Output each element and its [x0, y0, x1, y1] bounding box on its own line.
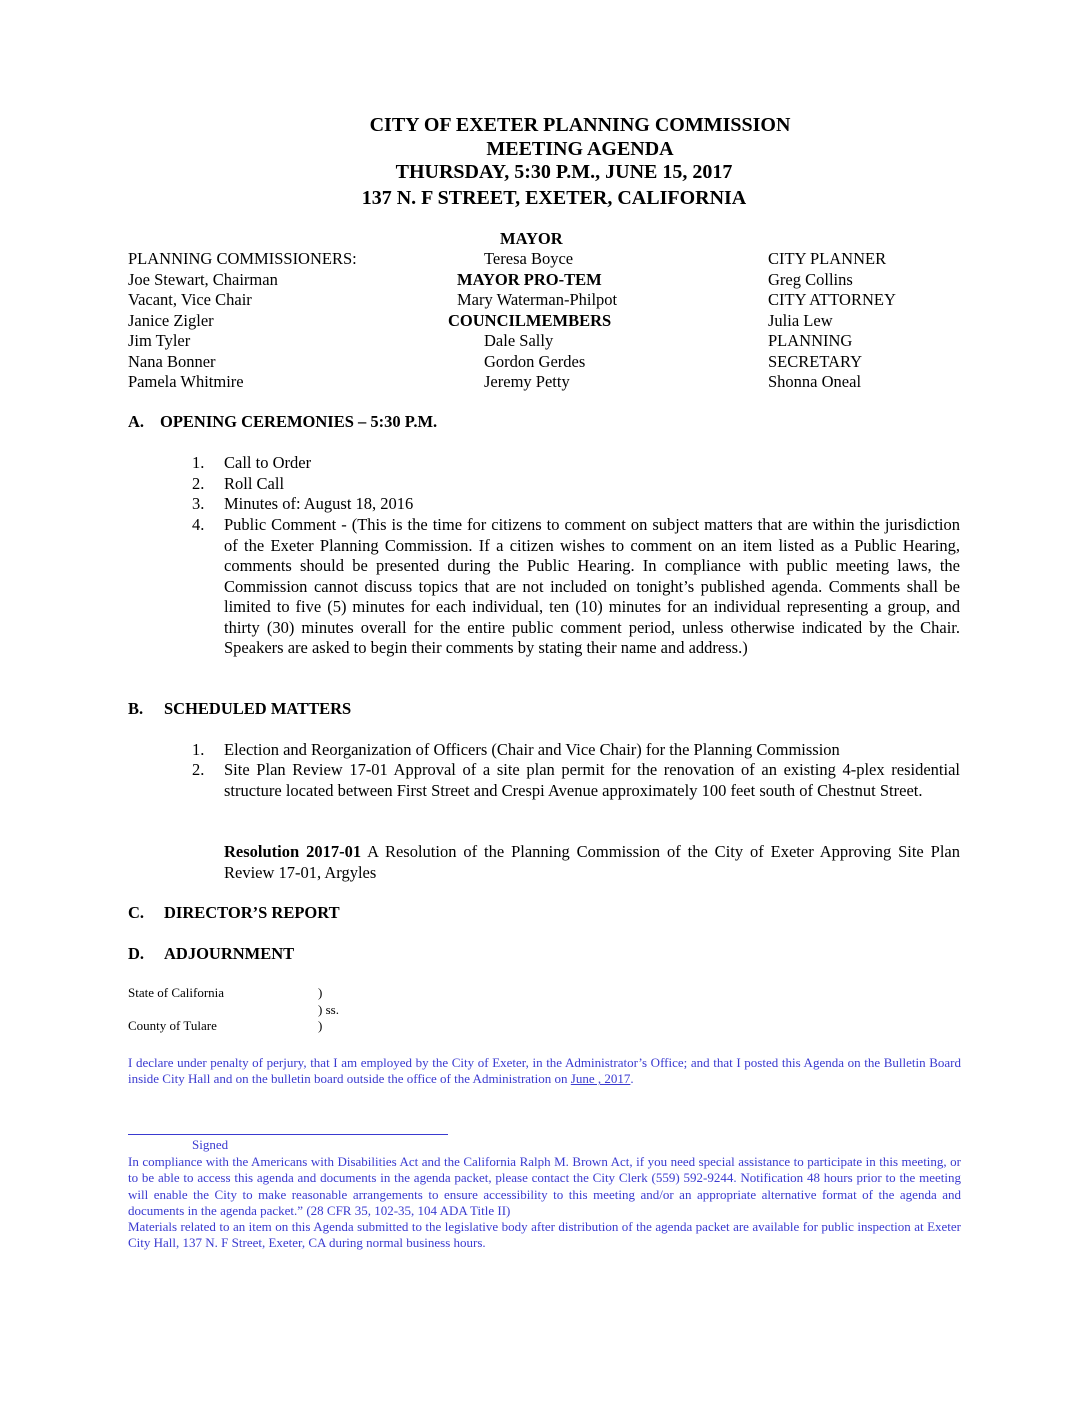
item-number: 3.: [192, 494, 205, 513]
commissioner-name: Pamela Whitmire: [128, 372, 244, 391]
agenda-title-line-3: THURSDAY, 5:30 P.M., JUNE 15, 2017: [395, 161, 733, 183]
agenda-title-line-1: CITY OF EXETER PLANNING COMMISSION: [369, 114, 791, 136]
resolution-text: A Resolution of the Planning Commission of the City of Exeter Approving Site Plan Review 17-01, Argyles: [224, 842, 960, 882]
item-number: 1.: [192, 740, 205, 759]
site-plan-review-paragraph: Site Plan Review 17-01 Approval of a site plan permit for the renovation of an existing 4-plex residential structure located between First Street and Crespi Avenue approximately 100 feet south of Chestnut Street.: [224, 760, 960, 800]
signed-label: Signed: [192, 1137, 229, 1152]
section-d-letter: D.: [128, 944, 145, 963]
section-b-title: SCHEDULED MATTERS: [164, 699, 352, 718]
item-number: 2.: [192, 760, 205, 779]
resolution-label: Resolution 2017-01: [224, 842, 362, 861]
section-d-title: ADJOURNMENT: [164, 944, 295, 963]
section-c-title: DIRECTOR’S REPORT: [164, 903, 340, 922]
public-comment-paragraph: Public Comment - (This is the time for citizens to comment on subject matters that are within the jurisdiction of the Exeter Planning Commission. If a citizen wishes to comment on an item listed as a Public Hearing, comments should be presented during the Public Hearing. In compliance with public meeting laws, the Commission cannot discuss topics that are not included on tonight’s published agenda. Comments shall be limited to five (5) minutes for each individual, ten (10) minutes for an individual representing a group, and thirty (30) minutes overall for the entire public comment period, unless otherwise indicated by the Chair. Speakers are asked to begin their comments by stating their name and address.): [224, 515, 960, 657]
staff-line: SECRETARY: [768, 352, 863, 371]
posting-declaration: [128, 1055, 961, 1088]
section-b-letter: B.: [128, 699, 144, 718]
staff-line: CITY ATTORNEY: [768, 290, 896, 309]
state-label: State of California: [128, 985, 225, 1000]
mayor-pro-tem-label: MAYOR PRO-TEM: [457, 270, 602, 289]
materials-notice: Materials related to an item on this Agenda submitted to the legislative body after distribution of the agenda packet are available for public inspection at Exeter City Hall, 137 N. F Street, Exeter, CA during normal business hours.: [128, 1219, 961, 1251]
staff-line: CITY PLANNER: [768, 249, 887, 268]
staff-line: Julia Lew: [768, 311, 833, 330]
councilmember-name: Jeremy Petty: [484, 372, 570, 391]
mayor-label: MAYOR: [500, 229, 563, 248]
signature-line: [128, 1134, 448, 1135]
councilmember-name: Gordon Gerdes: [484, 352, 586, 371]
paren: ): [318, 1018, 323, 1033]
declaration-end: .: [630, 1071, 634, 1087]
county-label: County of Tulare: [128, 1018, 217, 1033]
councilmember-name: Dale Sally: [484, 331, 554, 350]
staff-line: Shonna Oneal: [768, 372, 862, 391]
declaration-text: I declare under penalty of perjury, that I am employed by the City of Exeter, in the Administrator’s Office; and that I posted this Agenda on the Bulletin Board inside City Hall and on the bulletin board outside the office of the Administration on: [128, 1055, 961, 1087]
mayor-name: Teresa Boyce: [484, 249, 574, 268]
agenda-item: Roll Call: [224, 474, 285, 493]
resolution-paragraph: [224, 842, 960, 883]
agenda-item: Election and Reorganization of Officers (Chair and Vice Chair) for the Planning Commission: [224, 740, 840, 759]
agenda-title-line-4: 137 N. F STREET, EXETER, CALIFORNIA: [361, 187, 747, 209]
declaration-date: June , 2017: [570, 1071, 631, 1087]
councilmembers-label: COUNCILMEMBERS: [448, 311, 612, 330]
ss-label: ) ss.: [318, 1002, 339, 1017]
item-number: 1.: [192, 453, 205, 472]
commissioner-name: Nana Bonner: [128, 352, 216, 371]
section-a-title: OPENING CEREMONIES – 5:30 P.M.: [160, 412, 438, 431]
section-a-letter: A.: [128, 412, 145, 431]
commissioner-name: Joe Stewart, Chairman: [128, 270, 278, 289]
commissioner-name: Janice Zigler: [128, 311, 214, 330]
commissioner-name: Jim Tyler: [128, 331, 191, 350]
agenda-item: Minutes of: August 18, 2016: [224, 494, 414, 513]
agenda-title-line-2: MEETING AGENDA: [486, 138, 674, 160]
mayor-pro-tem-name: Mary Waterman-Philpot: [457, 290, 618, 309]
commissioner-name: Vacant, Vice Chair: [128, 290, 252, 309]
item-number: 4.: [192, 515, 205, 534]
paren: ): [318, 985, 323, 1000]
ada-notice: In compliance with the Americans with Disabilities Act and the California Ralph M. Brown Act, if you need special assistance to participate in this meeting, or to be able to access this agenda and documents in the agenda packet, please contact the City Clerk (559) 592-9244. Notification 48 hours prior to the meeting will enable the City to make reasonable arrangements to ensure accessibility to this meeting and/or an appropriate alternative format of the agenda and documents in the agenda packet.” (28 CFR 35, 102-35, 104 ADA Title II): [128, 1154, 961, 1219]
commissioners-heading: PLANNING COMMISSIONERS:: [128, 249, 357, 268]
staff-line: Greg Collins: [768, 270, 853, 289]
staff-line: PLANNING: [768, 331, 853, 350]
section-c-letter: C.: [128, 903, 145, 922]
item-number: 2.: [192, 474, 205, 493]
agenda-item: Call to Order: [224, 453, 312, 472]
